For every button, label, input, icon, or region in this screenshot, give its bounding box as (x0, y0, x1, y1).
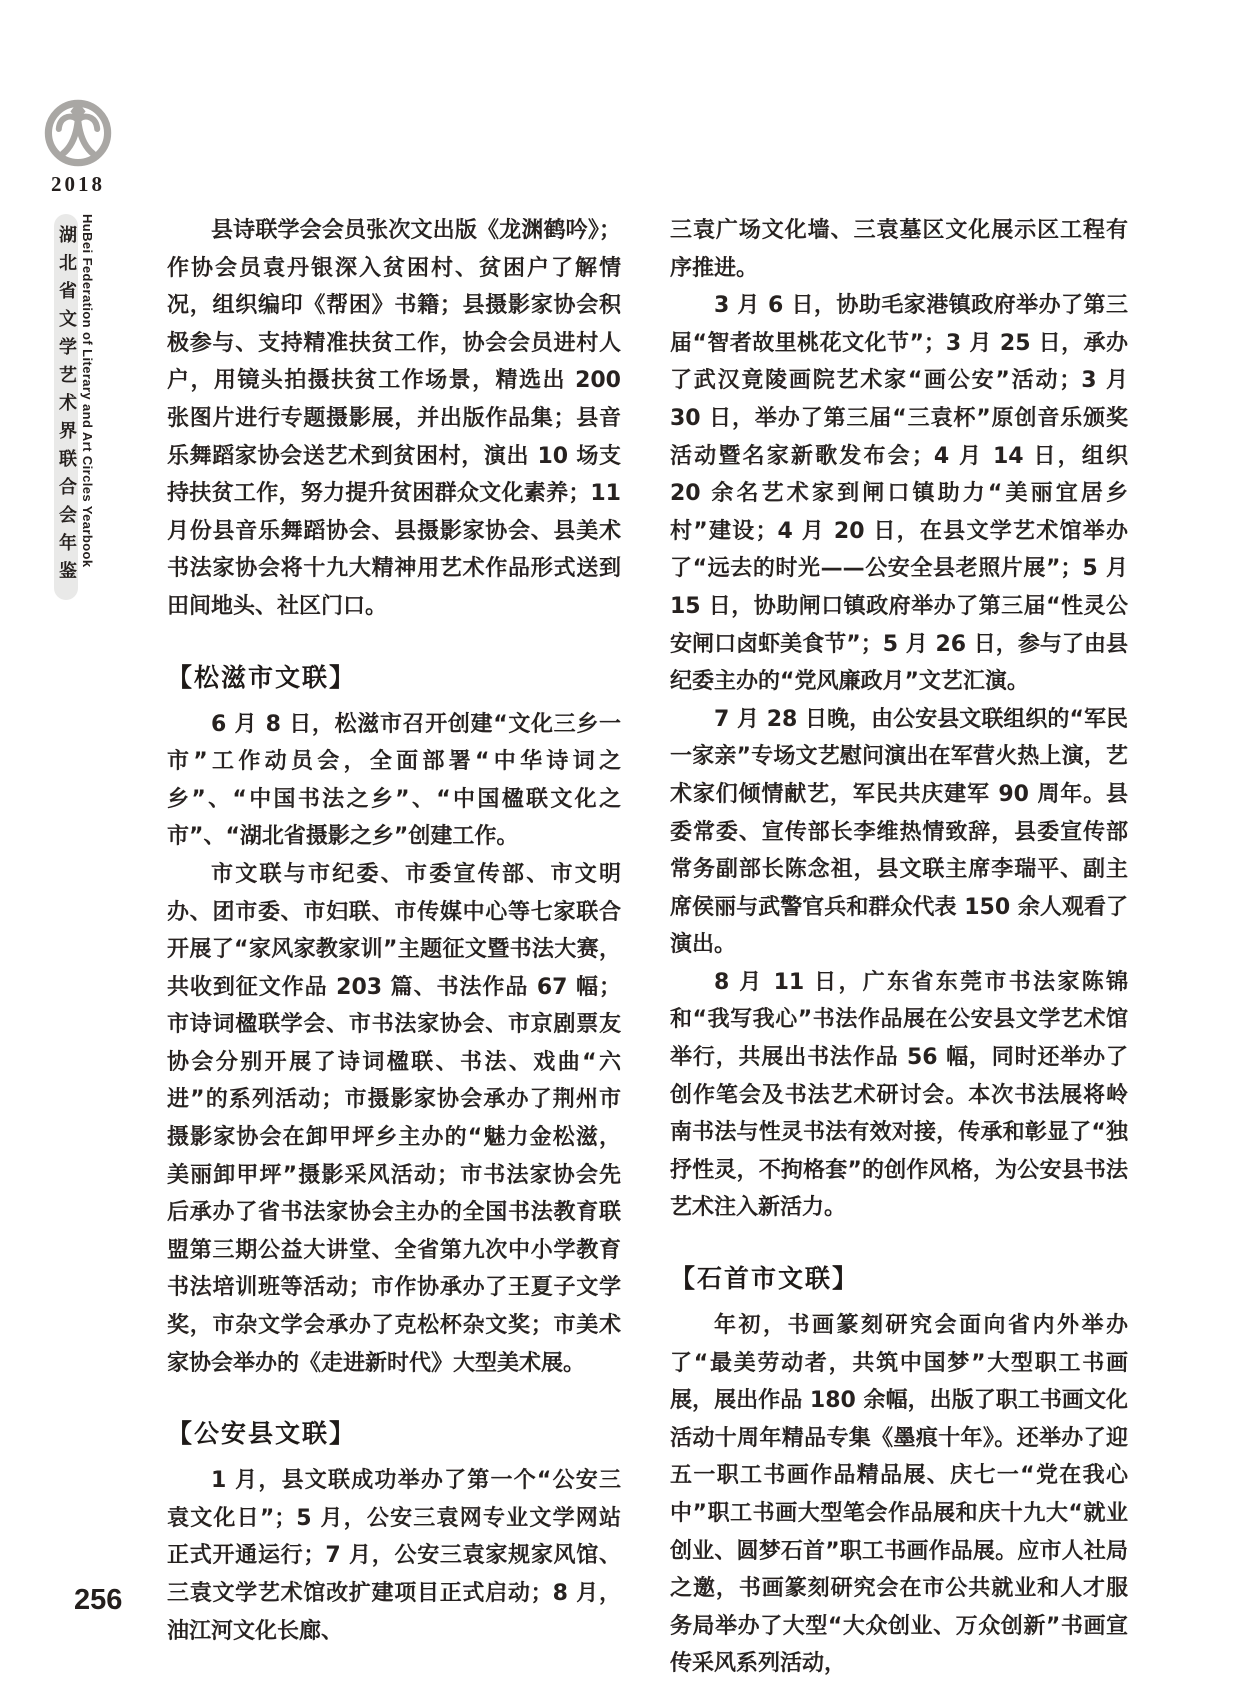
left-column (167, 212, 621, 1650)
flca-emblem-icon (38, 93, 118, 173)
section-heading: 【松滋市文联】 (167, 662, 357, 692)
sidebar-title-en: HuBei Federation of Literary and Art Circles Yearbook (80, 214, 95, 568)
paragraph: 县诗联学会会员张次文出版《龙渊鹤吟》；作协会员袁丹银深入贫困村、贫困户了解情况，组织编印《帮困》书籍；县摄影家协会积极参与、支持精准扶贫工作，协会会员进村人户，用镜头拍摄扶贫工作场景，精选出 200 张图片进行专题摄影展，并出版作品集；县音乐舞蹈家协会送艺术到贫困村，演出 10 场支持扶贫工作，努力提升贫困群众文化素养；11 月份县音乐舞蹈协会、县摄影家协会、县美术书法家协会将十九大精神用艺术作品形式送到田间地头、社区门口。 (167, 218, 621, 619)
sidebar-title-bar (54, 214, 78, 600)
paragraph: 3 月 6 日，协助毛家港镇政府举办了第三届“智者故里桃花文化节”；3 月 25 日，承办了武汉竟陵画院艺术家“画公安”活动；3 月 30 日，举办了第三届“三袁杯”原创音乐颁奖活动暨名家新歌发布会；4 月 14 日，组织 20 余名艺术家到闸口镇助力“美丽宜居乡村”建设；4 月 20 日，在县文学艺术馆举办了“远去的时光——公安全县老照片展”；5 月 15 日，协助闸口镇政府举办了第三届“性灵公安闸口卤虾美食节”；5 月 26 日，参与了由县纪委主办的“党风廉政月”文艺汇演。 (670, 293, 1128, 695)
page-number: 256 (74, 1584, 123, 1616)
section-heading: 【公安县文联】 (167, 1419, 357, 1449)
year-label: 2018 (51, 172, 105, 196)
paragraph: 市文联与市纪委、市委宣传部、市文明办、团市委、市妇联、市传媒中心等七家联合开展了“家风家教家训”主题征文暨书法大赛，共收到征文作品 203 篇、书法作品 67 幅；市诗词楹联学会、市书法家协会、市京剧票友协会分别开展了诗词楹联、书法、戏曲“六进”的系列活动；市摄影家协会承办了荆州市摄影家协会在卸甲坪乡主办的“魅力金松滋，美丽卸甲坪”摄影采风活动；市书法家协会先后承办了省书法家协会主办的全国书法教育联盟第三期公益大讲堂、全省第九次中小学教育书法培训班等活动；市作协承办了王夏子文学奖，市杂文学会承办了克松杯杂文奖；市美术家协会举办的《走进新时代》大型美术展。 (167, 861, 621, 1376)
paragraph: 8 月 11 日，广东省东莞市书法家陈锦和“我写我心”书法作品展在公安县文学艺术馆举行，共展出书法作品 56 幅，同时还举办了创作笔会及书法艺术研讨会。本次书法展将岭南书法与性灵书法有效对接，传承和彰显了“独抒性灵，不拘格套”的创作风格，为公安县书法艺术注入新活力。 (670, 969, 1128, 1221)
right-column (670, 212, 1128, 1683)
paragraph: 6 月 8 日，松滋市召开创建“文化三乡一市”工作动员会，全面部署“中华诗词之乡”、“中国书法之乡”、“中国楹联文化之市”、“湖北省摄影之乡”创建工作。 (167, 711, 621, 850)
paragraph: 年初，书画篆刻研究会面向省内外举办了“最美劳动者，共筑中国梦”大型职工书画展，展出作品 180 余幅，出版了职工书画文化活动十周年精品专集《墨痕十年》。还举办了迎五一职工书画作品精品展、庆七一“党在我心中”职工书画大型笔会作品展和庆十九大“就业创业、圆梦石首”职工书画作品展。应市人社局之邀，书画篆刻研究会在市公共就业和人才服务局举办了大型“大众创业、万众创新”书画宣传采风系列活动， (670, 1313, 1128, 1677)
sidebar-title-cn: 湖北省文学艺术界联合会年鉴 (56, 225, 77, 589)
paragraph: 7 月 28 日晚，由公安县文联组织的“军民一家亲”专场文艺慰问演出在军营火热上演，艺术家们倾情献艺，军民共庆建军 90 周年。县委常委、宣传部长李维热情致辞，县委宣传部常务副部长陈念祖，县文联主席李瑞平、副主席侯丽与武警官兵和群众代表 150 余人观看了演出。 (670, 706, 1128, 958)
paragraph: 1 月，县文联成功举办了第一个“公安三袁文化日”；5 月，公安三袁网专业文学网站正式开通运行；7 月，公安三袁家规家风馆、三袁文学艺术馆改扩建项目正式启动；8 月，油江河文化长廊、 (167, 1468, 621, 1644)
section-heading: 【石首市文联】 (670, 1264, 860, 1294)
paragraph: 三袁广场文化墙、三袁墓区文化展示区工程有序推进。 (670, 218, 1128, 281)
